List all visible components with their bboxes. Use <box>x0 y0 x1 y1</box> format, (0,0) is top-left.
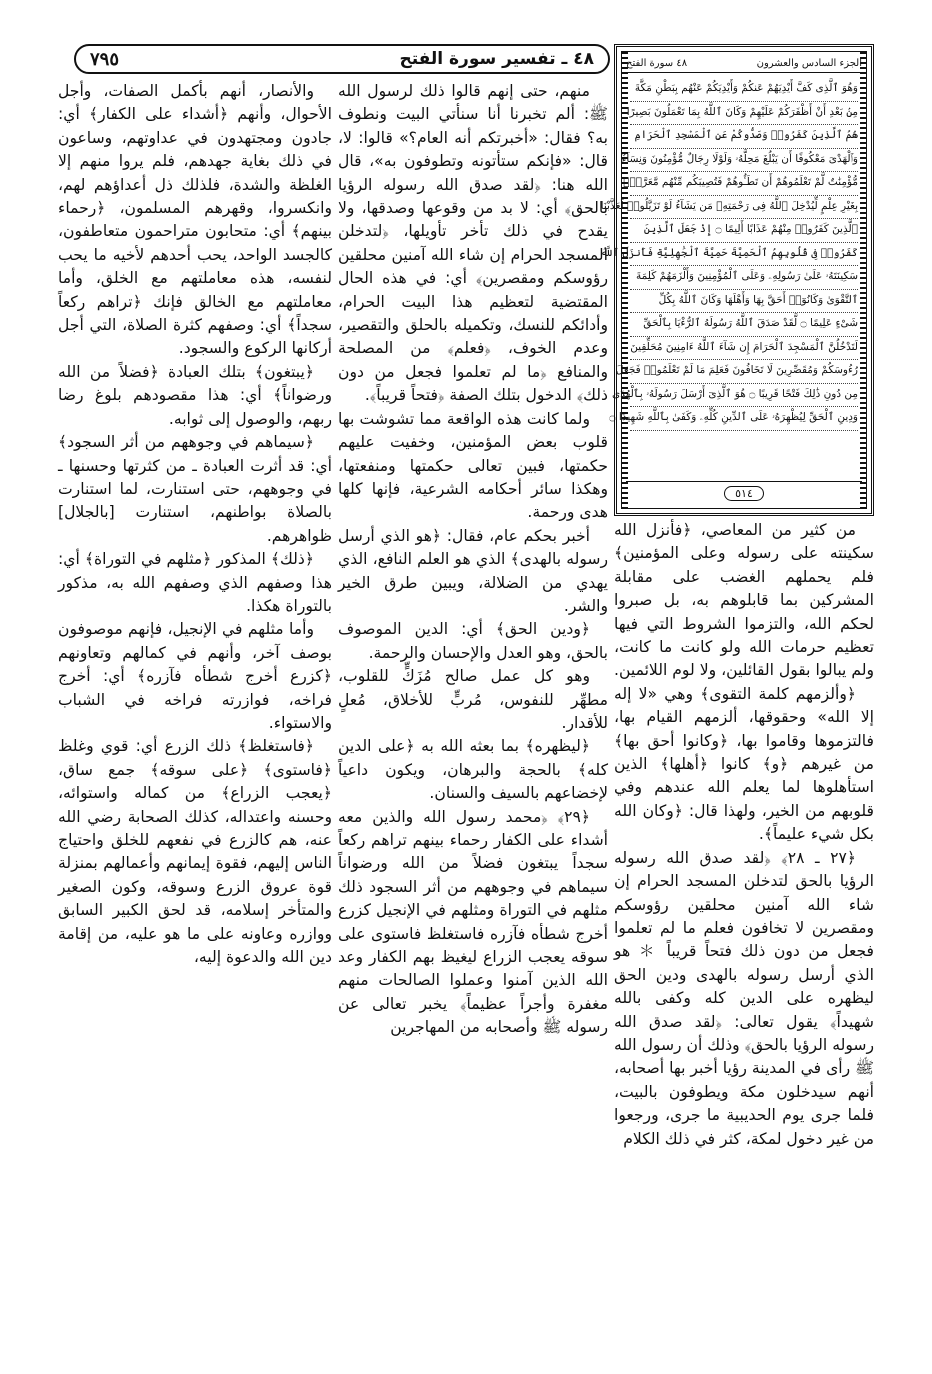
ornament-border-right <box>860 52 866 508</box>
mushaf-verses <box>600 78 858 474</box>
mushaf-line: رُءُوسَكُمْ وَمُقَصِّرِينَ لَا تَخَافُونَ فَعَلِمَ مَا لَمْ تَعْلَمُوا۟ فَجَعَلَ <box>630 360 858 384</box>
paragraph: ﴿سيماهم في وجوههم من أثر السجود﴾ أي: قد أثرت العبادة ـ من كثرتها وحسنها ـ في وجوههم، حتى استنارت، لما استنارت بالصلاة بواطنهم، استنارت [بالجلال] ظواهرهم. <box>58 433 332 545</box>
paragraph: من كثير من المعاصي، ﴿فأنزل الله سكينته على رسوله وعلى المؤمنين﴾ فلم يحملهم الغضب على مقابلة المشركين بما قابلوهم به، بل صبروا لحكم الله، والتزموا الشروط التي فيها تعظيم حرمات الله ولو كانت ما كانت، ولم يبالوا بقول القائلين، ولا لوم اللائمين. <box>614 521 874 680</box>
mushaf-line: لَتَدْخُلُنَّ ٱلْمَسْجِدَ ٱلْحَرَامَ إِن شَآءَ ٱللَّهُ ءَامِنِينَ مُحَلِّقِينَ <box>630 337 858 361</box>
paragraph: ولما كانت هذه الواقعة مما تشوشت بها قلوب بعض المؤمنين، وخفيت عليهم حكمتها، فبين تعالى حكمتها ومنفعتها، وهكذا سائر أحكامه الشرعية، فإنها كلها هدى ورحمة. <box>338 409 608 522</box>
text-column-right <box>614 519 874 1151</box>
paragraph: ﴿فاستغلظ﴾ ذلك الزرع أي: قوي وغلظ ﴿فاستوى﴾ ﴿على سوقه﴾ جمع ساق، ﴿يعجب الزراع﴾ من كماله واستوائه، وحسنه واعتداله، كذلك الصحابة رضي الله عنه، هم كالزرع في نفعهم للخلق واحتياج الناس إليهم، فقوة إيمانهم وأعمالهم بمنزلة قوة عروق الزرع وسوقه، وكون الصغير والمتأخر إسلامه، قد لحق الكبير السابق ووازره وعاونه على ما هو عليه، من إقامة دين الله والدعوة إليه، <box>58 737 332 967</box>
paragraph: منهم، حتى إنهم قالوا ذلك لرسول الله ﷺ: ألم تخبرنا أنا سنأتي البيت ونطوف به؟ فقال: «أخبرتكم أنه العام؟» قالوا: لا، قال: «فإنكم ستأتونه وتطوفون به»، قال الله هنا: ﴿لقد صدق الله رسوله الرؤيا بالحق﴾ أي: لا بد من وقوعها وصدقها، ولا يقدح في ذلك تأخر تأويلها، ﴿لتدخلن المسجد الحرام إن شاء الله آمنين محلقين رؤوسكم ومقصرين﴾ أي: في هذه الحال المقتضية لتعظيم هذا البيت الحرام، وأدائكم للنسك، وتكميله بالحلق والتقصير، وعدم الخوف، ﴿فعلم﴾ من المصلحة والمنافع ﴿ما لم تعلموا فجعل من دون ذلك﴾ الدخول بتلك الصفة ﴿فتحاً قريباً﴾. <box>338 82 608 405</box>
mushaf-line: هُمُ ٱلَّذِينَ كَفَرُوا۟ وَصَدُّوكُمْ عَنِ ٱلْمَسْجِدِ ٱلْحَرَامِ <box>630 125 858 149</box>
mushaf-line: كَفَرُوا۟ فِى قُلُوبِهِمُ ٱلْحَمِيَّةَ حَمِيَّةَ ٱلْجَٰهِلِيَّةِ فَأَنزَلَ ٱللَّهُ <box>630 243 858 267</box>
mushaf-line: وَهُوَ ٱلَّذِى كَفَّ أَيْدِيَهُمْ عَنكُمْ وَأَيْدِيَكُمْ عَنْهُم بِبَطْنِ مَكَّةَ <box>630 78 858 102</box>
mushaf-line: ٱلَّذِينَ كَفَرُوا۟ مِنْهُمْ عَذَابًا أَلِيمًا ۝ إِذْ جَعَلَ ٱلَّذِينَ <box>630 219 858 243</box>
mushaf-line: مِن دُونِ ذَٰلِكَ فَتْحًا قَرِيبًا ۝ هُوَ ٱلَّذِىٓ أَرْسَلَ رَسُولَهُۥ بِٱلْهُدَىٰ <box>630 384 858 408</box>
paragraph: أخبر بحكم عام، فقال: ﴿هو الذي أرسل رسوله بالهدى﴾ الذي هو العلم النافع، الذي يهدي من الضلالة، ويبين طرق الخير والشر. <box>338 526 608 615</box>
mushaf-line: بِغَيْرِ عِلْمٍ لِّيُدْخِلَ ٱللَّهُ فِى رَحْمَتِهِۦ مَن يَشَآءُ لَوْ تَزَيَّلُوا۟ لَعَذَّبْنَا <box>630 196 858 220</box>
mushaf-line: شَىْءٍ عَلِيمًا ۝ لَّقَدْ صَدَقَ ٱللَّهُ رَسُولَهُ ٱلرُّءْيَا بِٱلْحَقِّ <box>630 313 858 337</box>
mushaf-surah-label: ٤٨ سورة الفتح <box>626 57 688 69</box>
mushaf-line: وَٱلْهَدْىَ مَعْكُوفًا أَن يَبْلُغَ مَحِلَّهُۥ وَلَوْلَا رِجَالٌ مُّؤْمِنُونَ وَنِسَآءٌ <box>630 149 858 173</box>
mushaf-page-image <box>600 44 874 516</box>
paragraph: ﴿يبتغون﴾ بتلك العبادة ﴿فضلاً من الله ورضواناً﴾ أي: هذا مقصودهم بلوغ رضا ربهم، والوصول إلى ثوابه. <box>58 362 332 428</box>
paragraph: ﴿ليظهره﴾ بما بعثه الله به ﴿على الدين كله﴾ بالحجة والبرهان، ويكون داعياً لإخضاعهم بالسيف والسنان. <box>338 737 608 803</box>
paragraph: ﴿ذلك﴾ المذكور ﴿مثلهم في التوراة﴾ أي: هذا وصفهم الذي وصفهم الله به، مذكور بالتوراة هكذا. <box>58 550 332 615</box>
paragraph: ﴿ودين الحق﴾ أي: الدين الموصوف بالحق، وهو العدل والإحسان والرحمة. <box>338 620 608 662</box>
mushaf-line: وَدِينِ ٱلْحَقِّ لِيُظْهِرَهُۥ عَلَى ٱلدِّينِ كُلِّهِۦ وَكَفَىٰ بِٱللَّهِ شَهِيدًا ۝ <box>630 407 858 431</box>
paragraph: ﴿٢٩﴾ ﴿محمد رسول الله والذين معه أشداء على الكفار رحماء بينهم تراهم ركعاً سجداً يبتغون فضلاً من الله ورضواناً سيماهم في وجوههم من أثر السجود ذلك مثلهم في التوراة ومثلهم في الإنجيل كزرع أخرج شطأه فآزره فاستغلظ فاستوى على سوقه يعجب الزراع ليغيظ بهم الكفار وعد الله الذين آمنوا وعملوا الصالحات منهم مغفرة وأجراً عظيماً﴾ يخبر تعالى عن رسوله ﷺ وأصحابه من المهاجرين <box>338 807 608 1037</box>
header-title: ٤٨ ـ تفسير سورة الفتح <box>399 49 594 69</box>
mushaf-page-number: ٥١٤ <box>724 486 764 501</box>
mushaf-line: مِنۢ بَعْدِ أَنْ أَظْفَرَكُمْ عَلَيْهِمْ وَكَانَ ٱللَّهُ بِمَا تَعْمَلُونَ بَصِيرًا <box>630 102 858 126</box>
page-number: ٧٩٥ <box>90 49 120 70</box>
paragraph: وهو كل عمل صالح مُزَكٍّ للقلوب، مطهِّر للنفوس، مُربٍّ للأخلاق، مُعلٍ للأقدار. <box>338 667 608 732</box>
text-column-left <box>58 80 332 969</box>
mushaf-line: سَكِينَتَهُۥ عَلَىٰ رَسُولِهِۦ وَعَلَى ٱلْمُؤْمِنِينَ وَأَلْزَمَهُمْ كَلِمَةَ <box>630 266 858 290</box>
mushaf-juz-label: الجزء السادس والعشرون <box>756 57 862 69</box>
text-column-middle <box>338 80 608 1040</box>
page-header <box>74 44 610 74</box>
mushaf-header <box>626 54 862 73</box>
paragraph: والأنصار، أنهم بأكمل الصفات، وأجل الأحوال، وأنهم ﴿أشداء على الكفار﴾ أي: جادون ومجتهدون في عداوتهم، وساعون في ذلك بغاية جهدهم، فلم يروا منهم إلا الغلظة والشدة، فلذلك ذل أعداؤهم لهم، وانكسروا، وقهرهم المسلمون، ﴿رحماء بينهم﴾ أي: متحابون متراحمون متعاطفون، كالجسد الواحد، يحب أحدهم لأخيه ما يحب لنفسه، هذه معاملتهم مع الخلق، وأما معاملتهم مع الخالق فإنك ﴿تراهم ركعاً سجداً﴾ أي: وصفهم كثرة الصلاة، التي أجل أركانها الركوع والسجود. <box>58 82 332 358</box>
mushaf-line: مُّؤْمِنَٰتٌ لَّمْ تَعْلَمُوهُمْ أَن تَطَـُٔوهُمْ فَتُصِيبَكُم مِّنْهُم مَّعَرَّةٌۢ <box>630 172 858 196</box>
mushaf-line: ٱلتَّقْوَىٰ وَكَانُوٓا۟ أَحَقَّ بِهَا وَأَهْلَهَا وَكَانَ ٱللَّهُ بِكُلِّ <box>630 290 858 314</box>
paragraph: ﴿وألزمهم كلمة التقوى﴾ وهي «لا إله إلا الله» وحقوقها، ألزمهم القيام بها، فالتزموها وقاموا بها، ﴿وكانوا أحق بها﴾ من غيرهم ﴿و﴾ كانوا ﴿أهلها﴾ الذين استأهلوها لما يعلم الله عندهم وفي قلوبهم من الخير، ولهذا قال: ﴿وكان الله بكل شيء عليماً﴾. <box>614 684 874 844</box>
paragraph: ﴿٢٧ ـ ٢٨﴾ ﴿لقد صدق الله رسوله الرؤيا بالحق لتدخلن المسجد الحرام إن شاء الله آمنين محلقين رؤوسكم ومقصرين لا تخافون فعلم ما لم تعلموا فجعل من دون ذلك فتحاً قريباً ＊ هو الذي أرسل رسوله بالهدى ودين الحق ليظهره على الدين كله وكفى بالله شهيداً﴾ يقول تعالى: ﴿لقد صدق الله رسوله الرؤيا بالحق﴾ وذلك أن رسول الله ﷺ رأى في المدينة رؤيا أخبر بها أصحابه، أنهم سيدخلون مكة ويطوفون بالبيت، فلما جرى يوم الحديبية ما جرى، ورجعوا من غير دخول لمكة، كثر في ذلك الكلام <box>614 848 874 1148</box>
paragraph: وأما مثلهم في الإنجيل، فإنهم موصوفون بوصف آخر، وأنهم في كمالهم وتعاونهم ﴿كزرع أخرج شطأه فآزره﴾ أي: أخرج فراخه، فوازرته فراخه في الشباب والاستواء. <box>58 620 332 732</box>
mushaf-footer <box>626 481 862 504</box>
